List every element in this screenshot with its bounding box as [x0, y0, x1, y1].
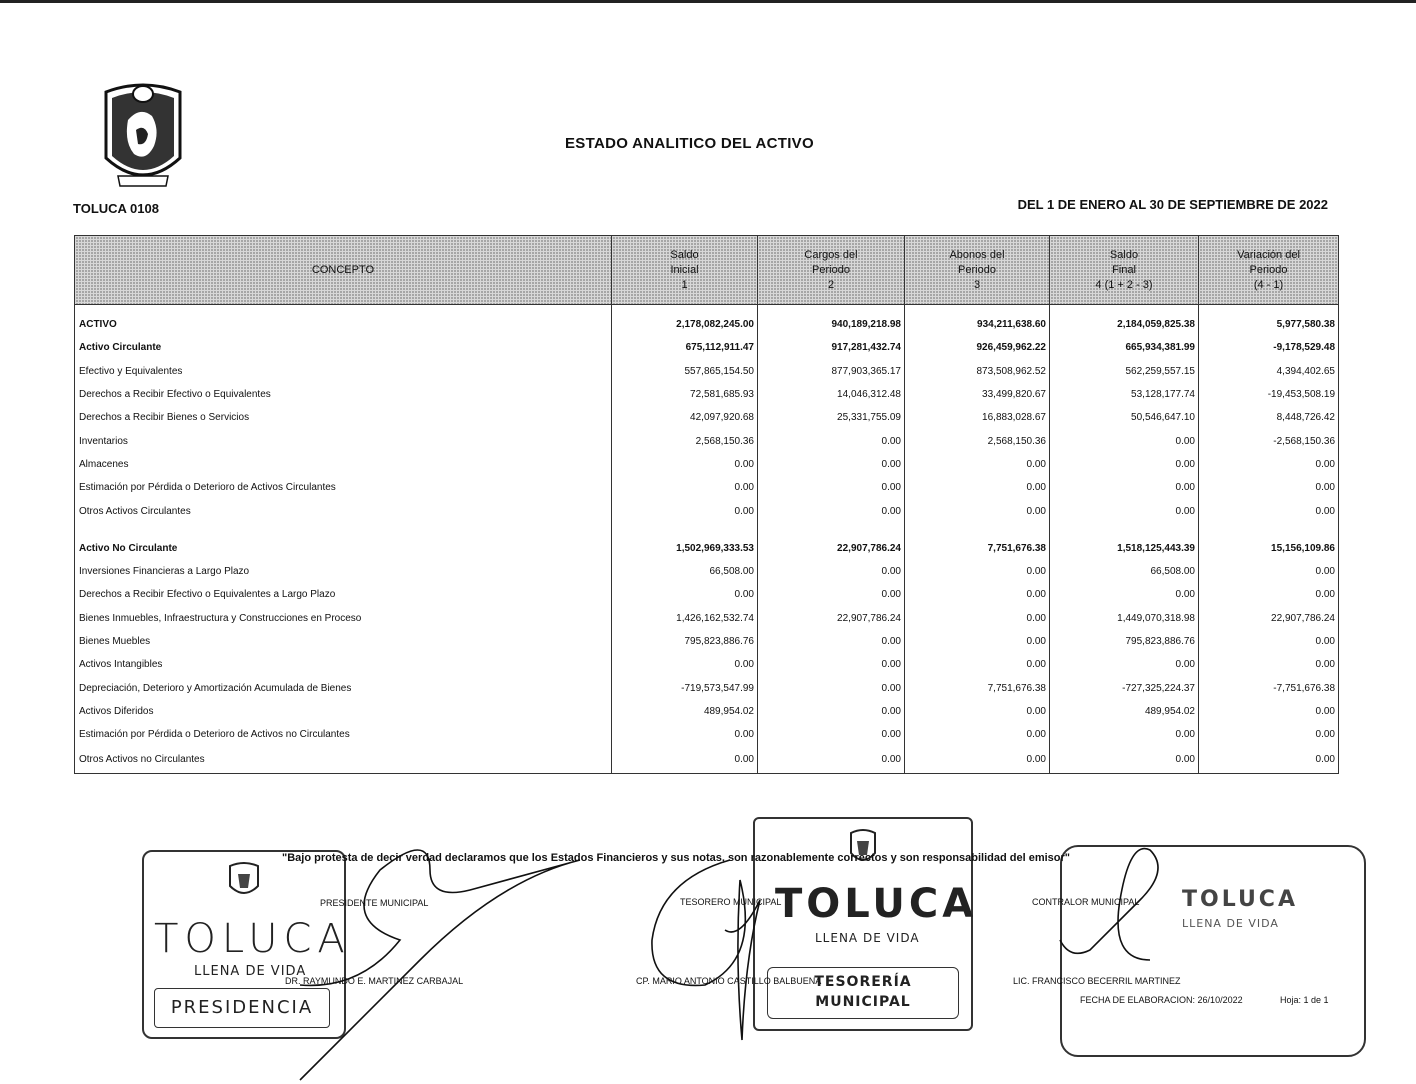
row-concept: Depreciación, Deterioro y Amortización Acumulada de Bienes — [75, 676, 612, 699]
cell-cargos: 917,281,432.74 — [758, 336, 905, 359]
row-concept: Otros Activos no Circulantes — [75, 746, 612, 774]
coat-of-arms-icon — [226, 860, 262, 900]
column-header-label: Saldo — [670, 248, 699, 261]
cell-abonos: 0.00 — [905, 700, 1050, 723]
signer-role: PRESIDENTE MUNICIPAL — [320, 898, 429, 908]
cell-saldo-inicial: 2,178,082,245.00 — [612, 305, 758, 337]
table-row — [75, 476, 1339, 499]
stamp-tagline: LLENA DE VIDA — [194, 964, 307, 979]
report-period: DEL 1 DE ENERO AL 30 DE SEPTIEMBRE DE 2022 — [1017, 197, 1328, 212]
tesoreria-stamp — [753, 817, 978, 1031]
row-concept: Derechos a Recibir Efectivo o Equivalentes — [75, 383, 612, 406]
cell-saldo-final: 562,259,557.15 — [1050, 360, 1199, 383]
column-header-label: Inicial — [670, 263, 699, 276]
cell-cargos: 0.00 — [758, 700, 905, 723]
spacer-cell — [612, 523, 758, 537]
cell-saldo-final: 489,954.02 — [1050, 700, 1199, 723]
table-row — [75, 746, 1339, 774]
cell-cargos: 0.00 — [758, 560, 905, 583]
table-row — [75, 560, 1339, 583]
stamp-office: PRESIDENCIA — [154, 988, 330, 1028]
row-concept: Otros Activos Circulantes — [75, 499, 612, 522]
table-row — [75, 499, 1339, 522]
cell-abonos: 16,883,028.67 — [905, 406, 1050, 429]
row-concept: Activos Diferidos — [75, 700, 612, 723]
cell-variacion: 4,394,402.65 — [1199, 360, 1339, 383]
cell-saldo-final: 50,546,647.10 — [1050, 406, 1199, 429]
cell-abonos: 0.00 — [905, 476, 1050, 499]
column-header-label: 2 — [827, 278, 835, 291]
cell-abonos: 926,459,962.22 — [905, 336, 1050, 359]
row-concept: Activo No Circulante — [75, 537, 612, 560]
row-concept: Efectivo y Equivalentes — [75, 360, 612, 383]
cell-cargos: 22,907,786.24 — [758, 607, 905, 630]
cell-saldo-final: 0.00 — [1050, 746, 1199, 774]
cell-saldo-inicial: 0.00 — [612, 723, 758, 746]
cell-saldo-inicial: 0.00 — [612, 583, 758, 606]
table-row — [75, 723, 1339, 746]
cell-saldo-final: 1,518,125,443.39 — [1050, 537, 1199, 560]
cell-variacion: -2,568,150.36 — [1199, 429, 1339, 452]
column-header-label: Abonos del — [949, 248, 1005, 261]
cell-abonos: 0.00 — [905, 723, 1050, 746]
table-row — [75, 630, 1339, 653]
table-row — [75, 383, 1339, 406]
column-header-cargos — [758, 236, 905, 305]
table-row — [75, 360, 1339, 383]
row-concept: Bienes Muebles — [75, 630, 612, 653]
cell-cargos: 877,903,365.17 — [758, 360, 905, 383]
row-concept: ACTIVO — [75, 305, 612, 337]
column-header-label: Cargos del — [804, 248, 858, 261]
cell-saldo-inicial: 1,502,969,333.53 — [612, 537, 758, 560]
row-concept: Inventarios — [75, 429, 612, 452]
cell-abonos: 0.00 — [905, 453, 1050, 476]
cell-saldo-final: 795,823,886.76 — [1050, 630, 1199, 653]
cell-variacion: 8,448,726.42 — [1199, 406, 1339, 429]
table-row — [75, 336, 1339, 359]
cell-abonos: 0.00 — [905, 607, 1050, 630]
cell-saldo-final: 0.00 — [1050, 653, 1199, 676]
coat-of-arms-icon — [100, 80, 186, 194]
cell-variacion: 0.00 — [1199, 583, 1339, 606]
spacer-cell — [758, 523, 905, 537]
column-header-label: Final — [1112, 263, 1136, 276]
signer-role: CONTRALOR MUNICIPAL — [1032, 897, 1140, 907]
cell-saldo-inicial: 557,865,154.50 — [612, 360, 758, 383]
column-header-label: Saldo — [1109, 248, 1139, 261]
stamp-office-line: MUNICIPAL — [815, 994, 911, 1010]
row-concept: Activo Circulante — [75, 336, 612, 359]
column-header-label: Periodo — [958, 263, 996, 276]
cell-cargos: 0.00 — [758, 630, 905, 653]
asset-analysis-table — [74, 235, 1339, 774]
cell-variacion: 0.00 — [1199, 653, 1339, 676]
cell-saldo-inicial: 795,823,886.76 — [612, 630, 758, 653]
spacer-cell — [905, 523, 1050, 537]
cell-abonos: 2,568,150.36 — [905, 429, 1050, 452]
table-header-row — [75, 236, 1339, 305]
cell-cargos: 0.00 — [758, 476, 905, 499]
cell-abonos: 0.00 — [905, 583, 1050, 606]
cell-saldo-inicial: 66,508.00 — [612, 560, 758, 583]
row-concept: Activos Intangibles — [75, 653, 612, 676]
row-concept: Derechos a Recibir Efectivo o Equivalentes a Largo Plazo — [75, 583, 612, 606]
cell-saldo-inicial: 675,112,911.47 — [612, 336, 758, 359]
cell-cargos: 0.00 — [758, 583, 905, 606]
stamp-office-line: TESORERÍA — [814, 974, 912, 990]
cell-cargos: 22,907,786.24 — [758, 537, 905, 560]
elaboration-date-value: 26/10/2022 — [1197, 995, 1243, 1005]
cell-abonos: 0.00 — [905, 499, 1050, 522]
cell-variacion: 0.00 — [1199, 630, 1339, 653]
cell-saldo-final: 1,449,070,318.98 — [1050, 607, 1199, 630]
cell-saldo-inicial: -719,573,547.99 — [612, 676, 758, 699]
spacer-row — [75, 523, 1339, 537]
declaration-text: "Bajo protesta de decir verdad declaramos que los Estados Financieros y sus notas, son razonablemente correctos y son responsabilidad del emisor" — [282, 852, 1071, 864]
table-row — [75, 453, 1339, 476]
cell-abonos: 934,211,638.60 — [905, 305, 1050, 337]
contraloria-stamp — [1060, 845, 1366, 1057]
cell-variacion: -19,453,508.19 — [1199, 383, 1339, 406]
cell-abonos: 0.00 — [905, 630, 1050, 653]
cell-cargos: 14,046,312.48 — [758, 383, 905, 406]
stamp-brand: TOLUCA — [775, 881, 978, 927]
cell-variacion: 0.00 — [1199, 499, 1339, 522]
cell-saldo-final: -727,325,224.37 — [1050, 676, 1199, 699]
cell-abonos: 873,508,962.52 — [905, 360, 1050, 383]
row-concept: Almacenes — [75, 453, 612, 476]
column-header-label: CONCEPTO — [311, 263, 375, 276]
row-concept: Inversiones Financieras a Largo Plazo — [75, 560, 612, 583]
cell-cargos: 25,331,755.09 — [758, 406, 905, 429]
spacer-cell — [1199, 523, 1339, 537]
table-row — [75, 583, 1339, 606]
table-row — [75, 653, 1339, 676]
presidencia-stamp — [142, 850, 351, 1039]
cell-variacion: 15,156,109.86 — [1199, 537, 1339, 560]
column-header-saldo-inicial — [612, 236, 758, 305]
page-number: Hoja: 1 de 1 — [1280, 995, 1329, 1005]
cell-saldo-final: 0.00 — [1050, 583, 1199, 606]
spacer-cell — [75, 523, 612, 537]
cell-cargos: 0.00 — [758, 499, 905, 522]
cell-variacion: 0.00 — [1199, 453, 1339, 476]
cell-saldo-final: 53,128,177.74 — [1050, 383, 1199, 406]
column-header-variacion — [1199, 236, 1339, 305]
signature-stroke — [652, 860, 760, 1040]
cell-abonos: 0.00 — [905, 746, 1050, 774]
cell-saldo-final: 0.00 — [1050, 429, 1199, 452]
column-header-label: 1 — [681, 278, 688, 291]
row-concept: Estimación por Pérdida o Deterioro de Activos no Circulantes — [75, 723, 612, 746]
cell-saldo-inicial: 0.00 — [612, 499, 758, 522]
stamp-tagline: LLENA DE VIDA — [1182, 917, 1279, 930]
cell-saldo-final: 2,184,059,825.38 — [1050, 305, 1199, 337]
cell-cargos: 0.00 — [758, 453, 905, 476]
row-concept: Estimación por Pérdida o Deterioro de Activos Circulantes — [75, 476, 612, 499]
stamp-tagline: LLENA DE VIDA — [815, 931, 920, 945]
cell-saldo-final: 66,508.00 — [1050, 560, 1199, 583]
column-header-label: (4 - 1) — [1253, 278, 1284, 291]
signer-name: CP. MARIO ANTONIO CASTILLO BALBUENA — [636, 976, 822, 986]
column-header-label: Variación del — [1237, 248, 1300, 261]
table-row — [75, 305, 1339, 337]
column-header-label: 3 — [973, 278, 981, 291]
spacer-cell — [1050, 523, 1199, 537]
cell-saldo-final: 665,934,381.99 — [1050, 336, 1199, 359]
cell-saldo-inicial: 0.00 — [612, 453, 758, 476]
cell-cargos: 0.00 — [758, 653, 905, 676]
table-row — [75, 700, 1339, 723]
cell-variacion: -7,751,676.38 — [1199, 676, 1339, 699]
cell-saldo-final: 0.00 — [1050, 723, 1199, 746]
elaboration-date — [1080, 995, 1243, 1005]
cell-saldo-inicial: 1,426,162,532.74 — [612, 607, 758, 630]
cell-cargos: 0.00 — [758, 429, 905, 452]
cell-cargos: 0.00 — [758, 723, 905, 746]
cell-abonos: 0.00 — [905, 560, 1050, 583]
column-header-abonos — [905, 236, 1050, 305]
cell-saldo-inicial: 2,568,150.36 — [612, 429, 758, 452]
table-row — [75, 406, 1339, 429]
table-row — [75, 537, 1339, 560]
stamp-brand: TOLUCA — [154, 916, 351, 962]
column-header-label: 4 (1 + 2 - 3) — [1095, 278, 1153, 291]
column-header-concepto — [75, 236, 612, 305]
cell-variacion: 0.00 — [1199, 746, 1339, 774]
cell-variacion: 0.00 — [1199, 700, 1339, 723]
signer-role: TESORERO MUNICIPAL — [680, 897, 782, 907]
cell-saldo-inicial: 0.00 — [612, 476, 758, 499]
cell-saldo-inicial: 42,097,920.68 — [612, 406, 758, 429]
cell-cargos: 940,189,218.98 — [758, 305, 905, 337]
stamp-office — [767, 967, 959, 1019]
cell-abonos: 0.00 — [905, 653, 1050, 676]
top-border — [0, 0, 1416, 3]
cell-saldo-inicial: 489,954.02 — [612, 700, 758, 723]
cell-saldo-inicial: 0.00 — [612, 746, 758, 774]
cell-saldo-final: 0.00 — [1050, 453, 1199, 476]
elaboration-date-label: FECHA DE ELABORACION: — [1080, 995, 1196, 1005]
document-title: ESTADO ANALITICO DEL ACTIVO — [565, 135, 814, 152]
cell-variacion: 22,907,786.24 — [1199, 607, 1339, 630]
cell-abonos: 7,751,676.38 — [905, 537, 1050, 560]
table-row — [75, 676, 1339, 699]
entity-code: TOLUCA 0108 — [73, 201, 159, 216]
cell-variacion: 0.00 — [1199, 560, 1339, 583]
cell-variacion: -9,178,529.48 — [1199, 336, 1339, 359]
cell-saldo-inicial: 0.00 — [612, 653, 758, 676]
cell-abonos: 33,499,820.67 — [905, 383, 1050, 406]
cell-variacion: 0.00 — [1199, 476, 1339, 499]
table-row — [75, 429, 1339, 452]
cell-variacion: 0.00 — [1199, 723, 1339, 746]
column-header-saldo-final — [1050, 236, 1199, 305]
column-header-label: Periodo — [1249, 263, 1288, 276]
cell-cargos: 0.00 — [758, 676, 905, 699]
table-row — [75, 607, 1339, 630]
signer-name: LIC. FRANCISCO BECERRIL MARTINEZ — [1013, 976, 1181, 986]
cell-saldo-final: 0.00 — [1050, 476, 1199, 499]
cell-cargos: 0.00 — [758, 746, 905, 774]
row-concept: Bienes Inmuebles, Infraestructura y Construcciones en Proceso — [75, 607, 612, 630]
cell-saldo-inicial: 72,581,685.93 — [612, 383, 758, 406]
row-concept: Derechos a Recibir Bienes o Servicios — [75, 406, 612, 429]
signer-name: DR. RAYMUNDO E. MARTINEZ CARBAJAL — [285, 976, 464, 986]
stamp-brand: TOLUCA — [1182, 887, 1298, 912]
cell-abonos: 7,751,676.38 — [905, 676, 1050, 699]
cell-variacion: 5,977,580.38 — [1199, 305, 1339, 337]
cell-saldo-final: 0.00 — [1050, 499, 1199, 522]
column-header-label: Periodo — [812, 263, 850, 276]
